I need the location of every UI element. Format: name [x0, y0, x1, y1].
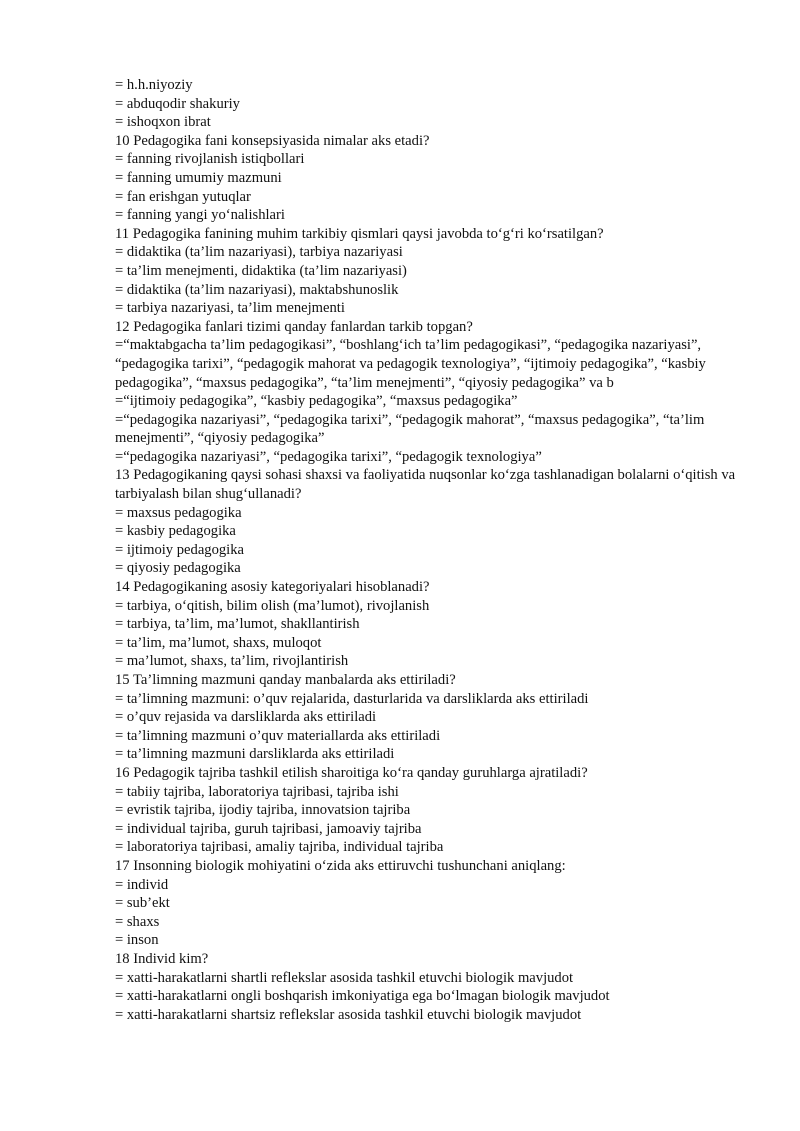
answer-option: = kasbiy pedagogika	[115, 523, 236, 540]
answer-option: =“maktabgacha ta’lim pedagogikasi”, “boshlang‘ich ta’lim pedagogikasi”, “pedagogika nazariyasi”, “pedagogika tarixi”, “pedagogik mahorat va pedagogik texnologiya”, “ijtimoiy pedagogika”, “kasbiy pedagogika”, “maxsus pedagogika”, “ta’lim menejmenti”, “qiyosiy pedagogika” va b	[115, 337, 706, 391]
answer-option: = laboratoriya tajribasi, amaliy tajriba, individual tajriba	[115, 839, 444, 856]
answer-option: = fan erishgan yutuqlar	[115, 188, 251, 205]
answer-option: = xatti-harakatlarni shartli reflekslar asosida tashkil etuvchi biologik mavjudot	[115, 969, 574, 986]
answer-option: = ta’lim menejmenti, didaktika (ta’lim nazariyasi)	[115, 262, 407, 279]
question-13: 13 Pedagogikaning qaysi sohasi shaxsi va faoliyatida nuqsonlar ko‘zga tashlanadigan bolalarni o‘qitish va tarbiyalash bilan shug‘ullanadi?	[115, 467, 736, 503]
answer-option: = inson	[115, 932, 159, 949]
question-16: 16 Pedagogik tajriba tashkil etilish sharoitiga ko‘ra qanday guruhlarga ajratiladi?	[115, 764, 588, 781]
answer-option: = tabiiy tajriba, laboratoriya tajribasi, tajriba ishi	[115, 783, 399, 800]
answer-option: =“ijtimoiy pedagogika”, “kasbiy pedagogika”, “maxsus pedagogika”	[115, 393, 518, 410]
answer-option: = shaxs	[115, 913, 160, 930]
question-15: 15 Ta’limning mazmuni qanday manbalarda aks ettiriladi?	[115, 672, 456, 688]
answer-option: = ta’limning mazmuni: o’quv rejalarida, dasturlarida va darsliklarda aks ettiriladi	[115, 690, 589, 707]
answer-option: = ta’limning mazmuni darsliklarda aks ettiriladi	[115, 746, 395, 763]
question-14: 14 Pedagogikaning asosiy kategoriyalari hisoblanadi?	[115, 579, 430, 596]
answer-option: =“pedagogika nazariyasi”, “pedagogika tarixi”, “pedagogik texnologiya”	[115, 448, 542, 465]
answer-option: = tarbiya, o‘qitish, bilim olish (ma’lumot), rivojlanish	[115, 597, 430, 614]
question-10: 10 Pedagogika fani konsepsiyasida nimalar aks etadi?	[115, 132, 430, 149]
answer-option: = h.h.niyoziy	[115, 77, 193, 93]
answer-option: = tarbiya nazariyasi, ta’lim menejmenti	[115, 300, 345, 317]
answer-option: = didaktika (ta’lim nazariyasi), maktabshunoslik	[115, 281, 399, 298]
answer-option: = ta’lim, ma’lumot, shaxs, muloqot	[115, 634, 322, 651]
answer-option: = xatti-harakatlarni ongli boshqarish imkoniyatiga ega bo‘lmagan biologik mavjudot	[115, 988, 610, 1005]
answer-option: = maxsus pedagogika	[115, 504, 242, 521]
answer-option: = didaktika (ta’lim nazariyasi), tarbiya nazariyasi	[115, 244, 403, 261]
answer-option: = ma’lumot, shaxs, ta’lim, rivojlantirish	[115, 653, 349, 670]
answer-option: = o’quv rejasida va darsliklarda aks ettiriladi	[115, 709, 377, 726]
answer-option: = xatti-harakatlarni shartsiz reflekslar asosida tashkil etuvchi biologik mavjudot	[115, 1006, 582, 1023]
answer-option: = ishoqxon ibrat	[115, 114, 211, 131]
answer-option: = qiyosiy pedagogika	[115, 560, 241, 577]
answer-option: = sub’ekt	[115, 895, 170, 912]
answer-option: = fanning yangi yo‘nalishlari	[115, 207, 285, 224]
answer-option: = fanning rivojlanish istiqbollari	[115, 151, 305, 168]
document-page	[115, 76, 765, 1024]
question-17: 17 Insonning biologik mohiyatini o‘zida aks ettiruvchi tushunchani aniqlang:	[115, 857, 566, 874]
answer-option: =“pedagogika nazariyasi”, “pedagogika tarixi”, “pedagogik mahorat”, “maxsus pedagogika”, “ta’lim menejmenti”, “qiyosiy pedagogika”	[115, 411, 705, 447]
answer-option: = individ	[115, 876, 169, 893]
question-18: 18 Individ kim?	[115, 950, 209, 967]
answer-option: = ta’limning mazmuni o’quv materiallarda aks ettiriladi	[115, 727, 441, 744]
question-11: 11 Pedagogika fanining muhim tarkibiy qismlari qaysi javobda to‘g‘ri ko‘rsatilgan?	[115, 225, 604, 242]
question-12: 12 Pedagogika fanlari tizimi qanday fanlardan tarkib topgan?	[115, 318, 473, 335]
answer-option: = tarbiya, ta’lim, ma’lumot, shakllantirish	[115, 616, 360, 633]
answer-option: = ijtimoiy pedagogika	[115, 541, 245, 558]
answer-option: = evristik tajriba, ijodiy tajriba, innovatsion tajriba	[115, 802, 411, 819]
answer-option: = individual tajriba, guruh tajribasi, jamoaviy tajriba	[115, 820, 422, 837]
answer-option: = fanning umumiy mazmuni	[115, 169, 282, 186]
answer-option: = abduqodir shakuriy	[115, 95, 240, 112]
